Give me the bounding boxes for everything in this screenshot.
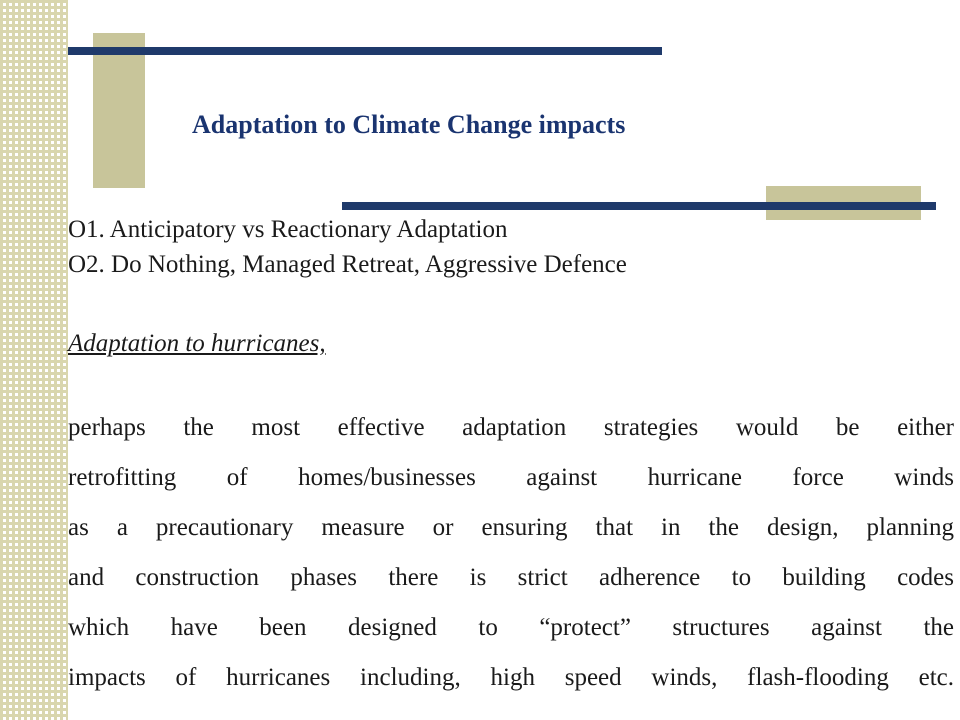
body-line: perhaps the most effective adaptation strategies would be either [68,414,954,441]
point-o2: O2. Do Nothing, Managed Retreat, Aggressive Defence [68,251,627,278]
body-text [68,410,954,710]
decorative-rule-middle [342,202,936,210]
subheading-hurricanes: Adaptation to hurricanes, [68,330,326,357]
body-line: which have been designed to “protect” structures against the [68,614,954,641]
slide-title: Adaptation to Climate Change impacts [192,110,626,139]
body-line: retrofitting of homes/businesses against hurricane force winds [68,464,954,491]
body-line: impacts of hurricanes including, high speed winds, flash-flooding etc. [68,664,954,691]
point-o1: O1. Anticipatory vs Reactionary Adaptation [68,216,508,243]
decorative-rule-top [68,47,662,55]
decorative-block-top [93,33,145,188]
body-line: and construction phases there is strict adherence to building codes [68,564,954,591]
decorative-side-pattern [0,0,68,720]
body-line: as a precautionary measure or ensuring that in the design, planning [68,514,954,541]
